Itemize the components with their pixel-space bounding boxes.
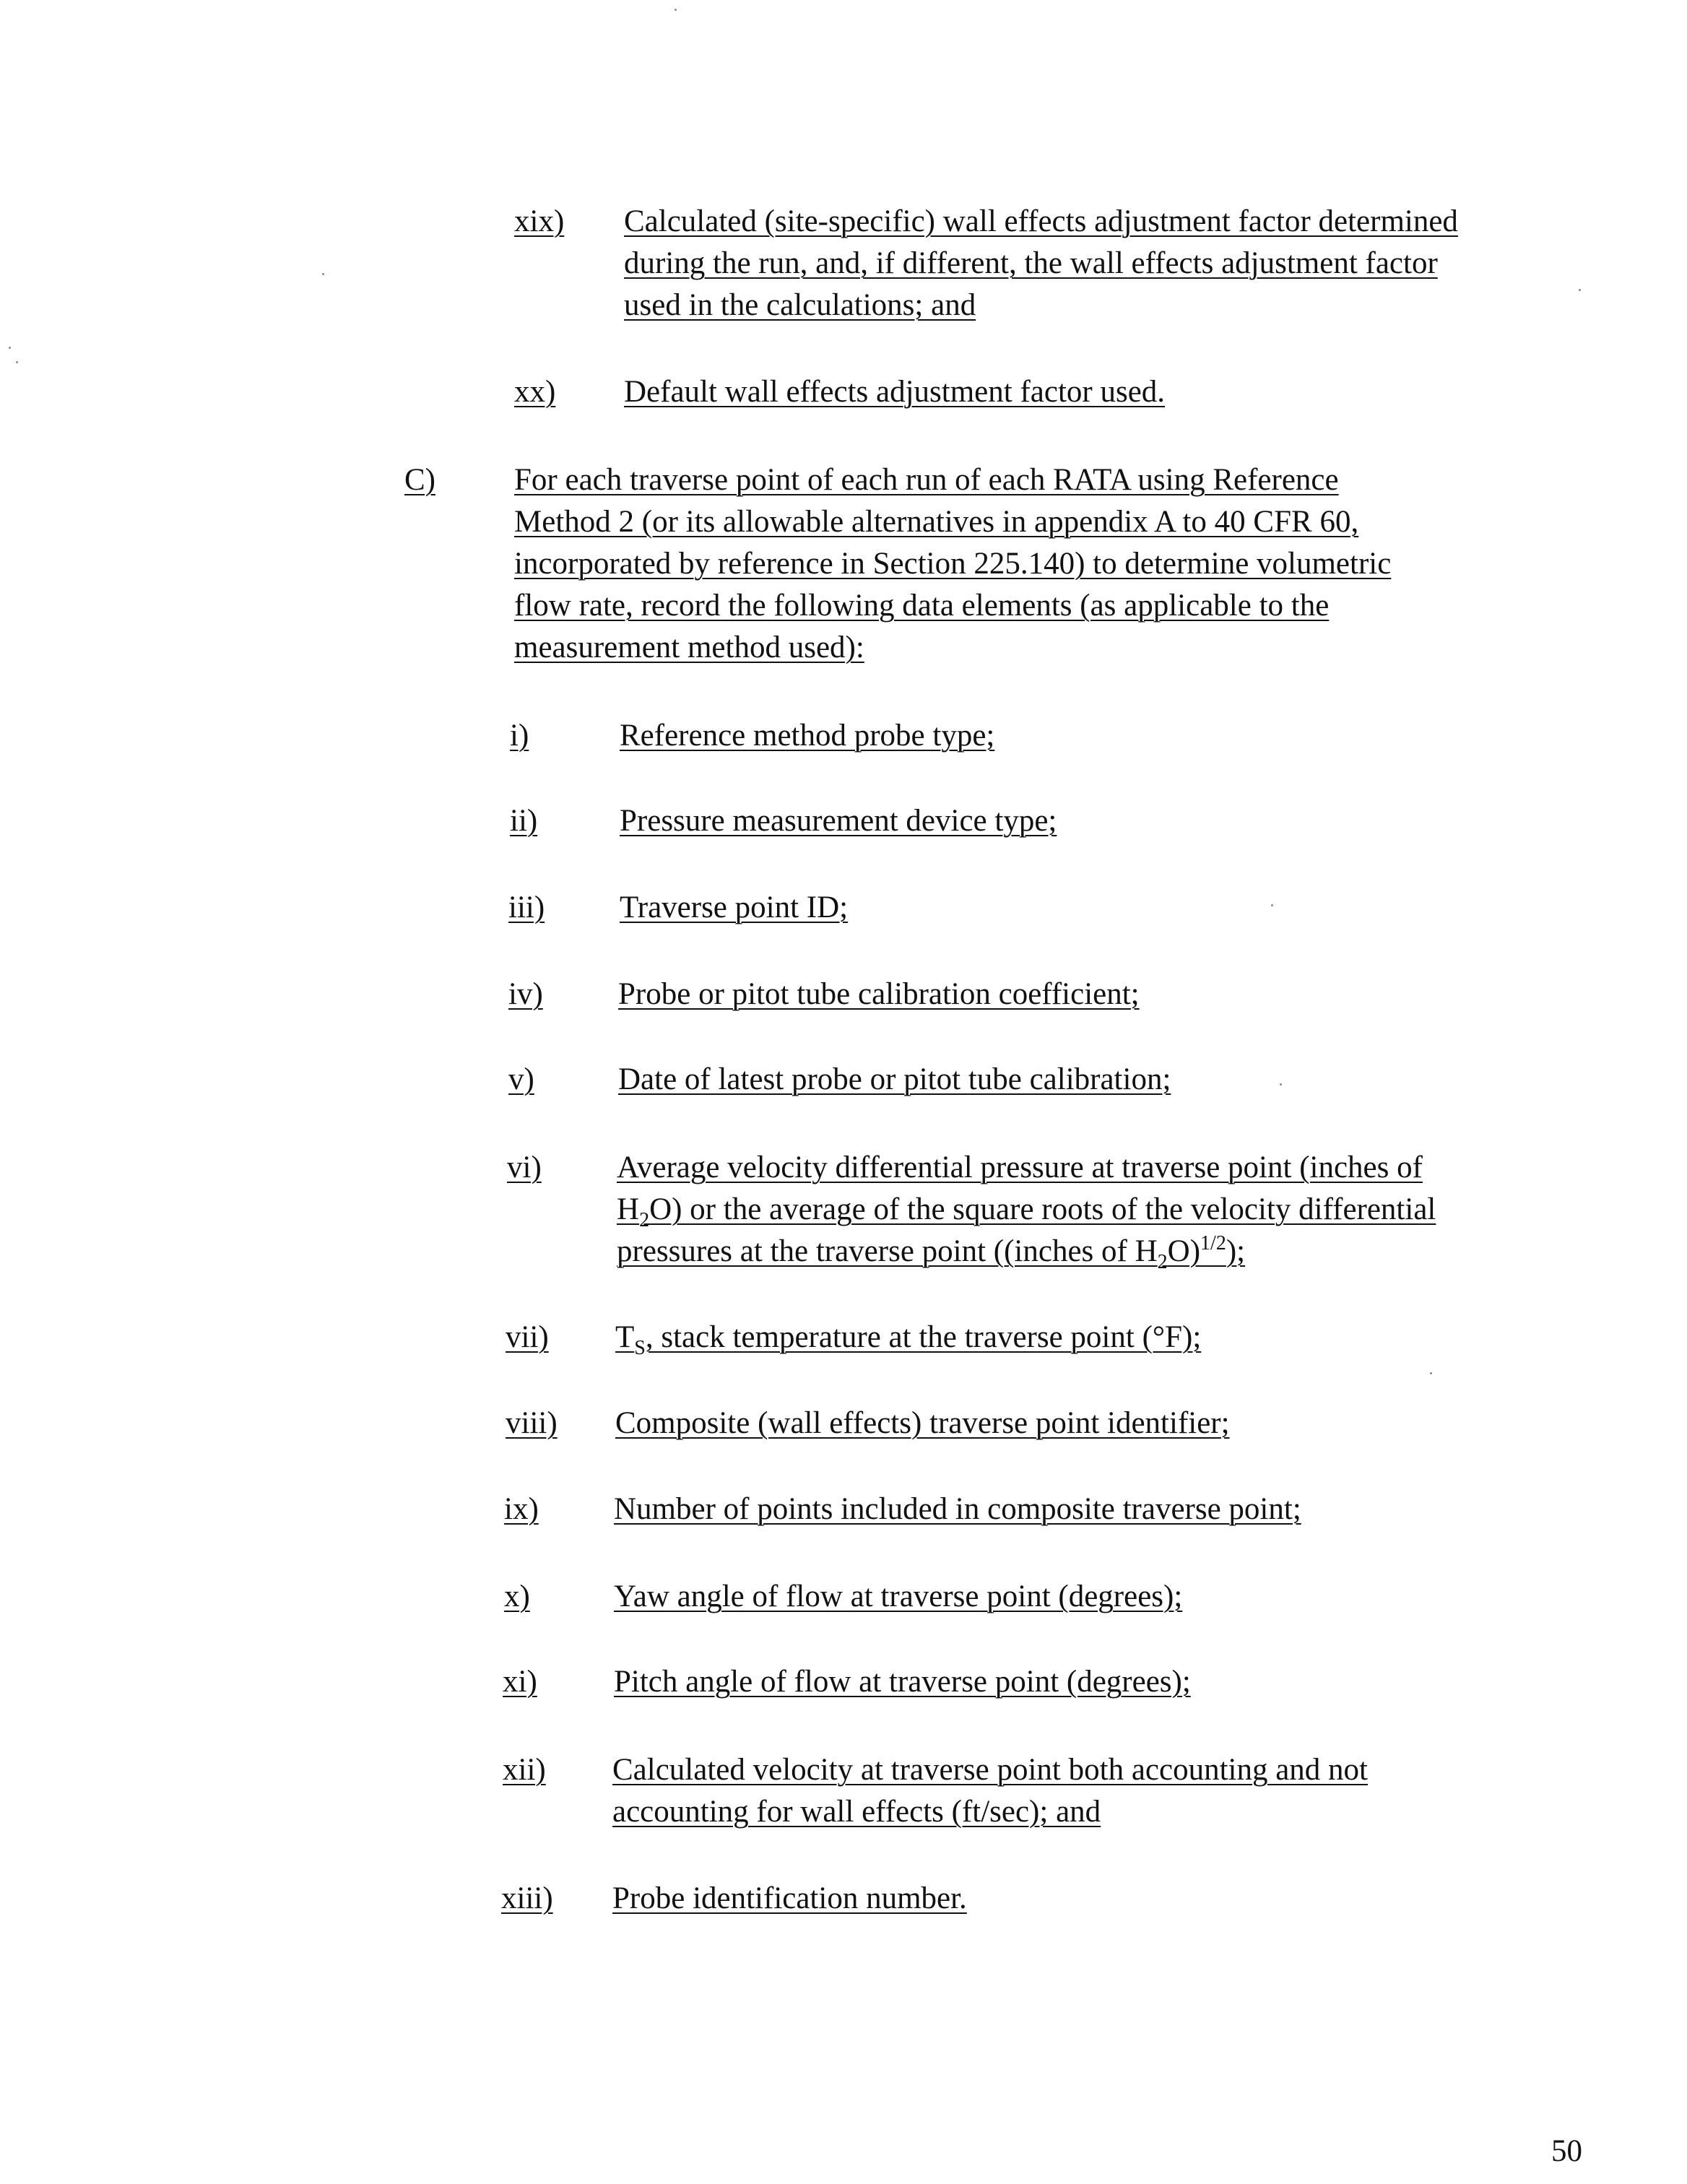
item-text: Default wall effects adjustment factor used. [624, 375, 1166, 409]
item-ix [0, 1488, 1687, 1532]
item-text-line: Method 2 (or its allowable alternatives in appendix A to 40 CFR 60, [514, 505, 1359, 539]
scan-speck [16, 361, 18, 363]
item-label: xiii) [501, 1881, 553, 1915]
item-text: Probe identification number. [612, 1881, 967, 1915]
item-text [617, 1147, 1436, 1273]
page-number: 50 [1551, 2134, 1582, 2168]
item-label: viii) [506, 1406, 558, 1440]
item-ii [0, 800, 1687, 844]
item-label: iii) [508, 890, 545, 924]
scan-speck [1430, 1372, 1432, 1374]
item-label: v) [508, 1062, 534, 1096]
item-text-line: flow rate, record the following data elements (as applicable to the [514, 589, 1330, 623]
item-text: Pitch angle of flow at traverse point (degrees); [614, 1665, 1191, 1699]
item-xi [0, 1661, 1687, 1704]
item-label: iv) [508, 977, 543, 1011]
item-text [514, 459, 1391, 669]
item-xii [0, 1749, 1687, 1836]
item-text-line: Average velocity differential pressure at traverse point (inches of [617, 1150, 1423, 1184]
item-text-line: incorporated by reference in Section 225.140) to determine volumetric [514, 547, 1392, 581]
item-xix [0, 201, 1687, 331]
item-text: Reference method probe type; [620, 719, 995, 753]
item-text [612, 1749, 1368, 1833]
text-run: T [615, 1320, 635, 1354]
item-text: Yaw angle of flow at traverse point (degrees); [614, 1580, 1183, 1613]
text-run: O) [1167, 1234, 1201, 1268]
item-viii [0, 1403, 1687, 1446]
item-text: Probe or pitot tube calibration coefficient; [618, 977, 1140, 1011]
scan-speck [675, 9, 677, 11]
item-label: vii) [506, 1320, 549, 1354]
scan-speck [322, 273, 324, 275]
item-text-line: For each traverse point of each run of each RATA using Reference [514, 463, 1339, 497]
scan-speck [1280, 1083, 1282, 1086]
item-text [615, 1317, 1201, 1358]
scan-speck [1271, 904, 1273, 906]
item-text: Traverse point ID; [620, 890, 849, 924]
item-label: xx) [514, 375, 556, 409]
item-v [0, 1059, 1687, 1102]
text-run: O) or the average of the square roots of the velocity differential [649, 1192, 1436, 1226]
item-iv [0, 974, 1687, 1017]
item-text: Pressure measurement device type; [620, 804, 1057, 838]
item-text-line: used in the calculations; and [624, 288, 976, 322]
item-xx [0, 371, 1687, 415]
subscript: 2 [639, 1209, 650, 1231]
item-text-line: Calculated velocity at traverse point both accounting and not [612, 1753, 1369, 1787]
text-run: ); [1226, 1234, 1246, 1268]
item-text-line: Calculated (site-specific) wall effects adjustment factor determined [624, 204, 1458, 238]
item-text-line [617, 1231, 1436, 1273]
subscript: 2 [1157, 1251, 1168, 1273]
item-text-line: accounting for wall effects (ft/sec); and [612, 1795, 1101, 1829]
item-label: xix) [514, 204, 565, 238]
item-text: Composite (wall effects) traverse point identifier; [615, 1406, 1230, 1440]
scan-speck [9, 347, 11, 349]
text-run: pressures at the traverse point ((inches of H [617, 1234, 1158, 1268]
item-text-line: measurement method used): [514, 630, 864, 664]
item-x [0, 1576, 1687, 1619]
item-xiii [0, 1878, 1687, 1921]
item-text-line: during the run, and, if different, the wall effects adjustment factor [624, 246, 1438, 280]
item-c [0, 459, 1687, 676]
subscript: S [634, 1337, 646, 1359]
item-label: i) [510, 719, 529, 753]
item-label: xi) [503, 1665, 537, 1699]
item-text: Number of points included in composite traverse point; [614, 1492, 1301, 1526]
item-label: x) [504, 1580, 530, 1613]
item-label: C) [404, 463, 435, 497]
item-vi [0, 1147, 1687, 1277]
text-run: H [617, 1192, 640, 1226]
scan-speck [1579, 289, 1581, 291]
item-label: ix) [504, 1492, 539, 1526]
item-text: Date of latest probe or pitot tube calibration; [618, 1062, 1171, 1096]
superscript: 1/2 [1200, 1232, 1226, 1254]
item-iii [0, 887, 1687, 930]
text-run: , stack temperature at the traverse point (°F); [645, 1320, 1202, 1354]
item-vii [0, 1317, 1687, 1360]
item-i [0, 715, 1687, 758]
item-text-line [617, 1189, 1436, 1231]
item-label: xii) [503, 1753, 546, 1787]
item-label: ii) [510, 804, 538, 838]
item-text [624, 201, 1458, 326]
item-label: vi) [507, 1150, 542, 1184]
